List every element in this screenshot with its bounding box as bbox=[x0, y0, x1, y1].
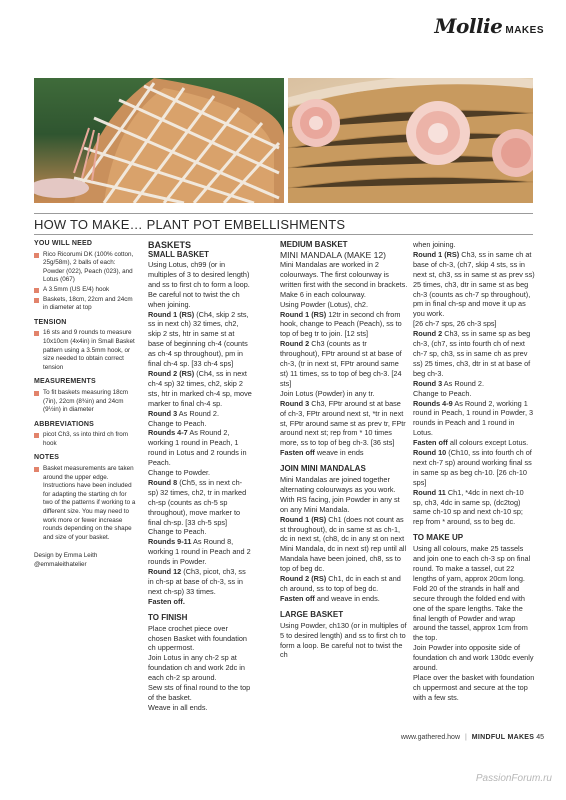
list-item: Baskets, 18cm, 22cm and 24cm in diameter at top bbox=[34, 296, 138, 313]
medium-basket-heading: MEDIUM BASKET bbox=[280, 240, 348, 249]
list-item: To fit baskets measuring 18cm (7in), 22cm (8¾in) and 24cm (9½in) in diameter bbox=[34, 389, 138, 415]
measurements-list bbox=[34, 389, 138, 415]
title-rule-top bbox=[34, 213, 533, 214]
pattern-round: Round 8 (Ch5, ss in next ch-sp) 32 times, ch2, tr in marked ch-sp (counts as ch-5 sp throughout), move marker to final ch-sp. [33 ch-5 sps] bbox=[148, 477, 247, 527]
footer-url: www.gathered.how bbox=[400, 734, 461, 741]
pattern-round: Round 2 (RS) (Ch4, ss in next ch-4 sp) 32 times, ch2, skip 2 sts, htr in marked ch-4 sp, move marker to final ch-4 sp. bbox=[148, 368, 252, 408]
small-basket-intro: Using Lotus, ch99 (or in multiples of 3 to desired length) and ss to first ch to form a loop. Be careful not to twist the ch when joining. bbox=[148, 260, 250, 309]
page-footer bbox=[401, 734, 544, 741]
list-item: picot Ch3, ss into third ch from hook bbox=[34, 431, 138, 448]
footer-magazine: MINDFUL MAKES bbox=[471, 734, 535, 741]
pattern-round: Round 1 (RS) Ch1 (does not count as st throughout), dc in same st as ch-1, dc in next st, (ch8, dc in any st on next Mini Mandala, dc in next st) rep until all Mandala have been joined, ch8, ss to top of beg dc. bbox=[280, 514, 407, 574]
you-will-need-list bbox=[34, 251, 138, 313]
pattern-round: Fasten off all colours except Lotus. bbox=[413, 438, 529, 448]
small-basket-heading: SMALL BASKET bbox=[148, 250, 209, 259]
pattern-round: Round 11 Ch1, *4dc in next ch-10 sp, ch3, 4dc in same sp, (dc2tog) same ch-10 sp and next ch-10 sp; rep from * around, ss to beg dc. bbox=[413, 487, 524, 527]
to-make-up-heading: TO MAKE UP bbox=[413, 533, 464, 543]
notes-list bbox=[34, 465, 138, 542]
tension-list bbox=[34, 329, 138, 372]
page-title: HOW TO MAKE… PLANT POT EMBELLISHMENTS bbox=[34, 217, 346, 232]
pattern-round: Round 2 Ch3, ss in same sp as beg ch-3, (ch7, ss into fourth ch of next ch-7 sp, ch3, ss in same ch as prev ss) 25 times, ch3, dtr in st at base of beg ch-3. bbox=[413, 329, 531, 378]
pattern-round: Round 1 (RS) 12tr in second ch from hook, change to Peach (Peach), ss to top of beg tr to join. [12 sts] bbox=[280, 309, 402, 339]
watermark: PassionForum.ru bbox=[475, 773, 552, 784]
pattern-round: Rounds 4-9 As Round 2, working 1 round in Peach, 1 round in Powder, 3 rounds in Peach and 1 round in Lotus. bbox=[413, 398, 534, 438]
title-rule-bottom bbox=[34, 234, 533, 235]
pattern-round: Round 12 (Ch3, picot, ch3, ss in ch-sp at base of ch-3, ss in next ch-sp) 33 times. bbox=[148, 567, 246, 596]
pattern-round: Round 3 As Round 2. bbox=[413, 378, 484, 388]
sidebar-column bbox=[34, 240, 138, 570]
finish-text: Place crochet piece over chosen Basket with foundation ch uppermost. bbox=[148, 623, 247, 653]
masthead bbox=[434, 14, 544, 38]
pattern-round: Round 10 (Ch10, ss into fourth ch of next ch-7 sp) around working final ss in same sp as beg ch-10. [26 ch-10 sps] bbox=[413, 448, 532, 487]
finish-text: Join Lotus in any ch-2 sp at foundation ch and work 2dc in each ch-2 sp around. bbox=[148, 653, 245, 683]
pattern-round: Join Lotus (Powder) in any tr. bbox=[280, 388, 375, 398]
pattern-round: Fasten off weave in ends bbox=[280, 448, 364, 458]
photo-woven-net-basket bbox=[34, 78, 284, 203]
pattern-round: when joining. bbox=[413, 240, 456, 249]
abbreviations-heading: ABBREVIATIONS bbox=[34, 420, 95, 428]
large-basket-intro: Using Powder, ch130 (or in multiples of 5 to desired length) and ss to first ch to form a loop. Be careful not to twist the ch bbox=[280, 620, 407, 660]
abbreviations-list bbox=[34, 431, 138, 448]
pattern-round: Change to Peach. bbox=[148, 418, 207, 428]
pattern-round: Fasten off and weave in ends. bbox=[280, 593, 380, 603]
designer-credit bbox=[34, 552, 138, 569]
make-up-text: Place over the basket with foundation ch uppermost and secure at the top with a few sts. bbox=[413, 672, 535, 702]
baskets-heading: BASKETS bbox=[148, 240, 192, 250]
pattern-round: Change to Peach. bbox=[413, 388, 472, 398]
small-basket-column bbox=[148, 240, 252, 713]
pattern-round: With RS facing, join Powder in any st on any Mini Mandala. bbox=[280, 494, 400, 514]
page-number: 45 bbox=[536, 734, 544, 741]
mini-mandala-heading: MINI MANDALA (MAKE 12) bbox=[280, 250, 387, 260]
finish-text: Sew sts of final round to the top of the basket. bbox=[148, 683, 251, 702]
you-will-need-heading: YOU WILL NEED bbox=[34, 240, 93, 247]
notes-heading: NOTES bbox=[34, 454, 60, 462]
mini-mandala-intro: Mini Mandalas are worked in 2 colourways. The first colourway is written first with the second in brackets. Make 6 in each colourway. bbox=[280, 260, 408, 299]
to-finish-heading: TO FINISH bbox=[148, 612, 188, 622]
pattern-round: Round 3 Ch3, FPtr around st at base of ch-3, FPtr around next st, *tr in next st, FPtr around same st as prev tr, FPtr around next st; rep from * 10 times more, ss to top of beg ch-3. [36 sts] bbox=[280, 398, 406, 448]
pattern-round: Rounds 4-7 As Round 2, working 1 round in Peach, 1 round in Lotus and 2 rounds in Peach. bbox=[148, 428, 247, 468]
pattern-round: Change to Powder. bbox=[148, 468, 211, 478]
list-item: 16 sts and 9 rounds to measure 10x10cm (4x4in) in Small Basket pattern using a 3.5mm hook, or size needed to obtain correct tension bbox=[34, 329, 138, 372]
pattern-round: Round 1 (RS) (Ch4, skip 2 sts, ss in next ch) 32 times, ch2, skip 2 sts, htr in same st at base of beginning ch-4 (counts as ch-4 sp throughout), pm in final ch-4 sp. [33 ch-4 sps] bbox=[148, 309, 249, 369]
pattern-round: Round 1 (RS) Ch3, ss in same ch at base of ch-3, (ch7, skip 4 sts, ss in next st, ch3, ss in same st as prev ss) 25 times, ch3, dtr in same st as beg ch-3 (counts as ch-7 sp throughout), pm in final ch-sp and move it up as you work. bbox=[413, 249, 535, 319]
pattern-round: Fasten off. bbox=[148, 596, 185, 606]
pattern-round: Round 3 As Round 2. bbox=[148, 408, 219, 418]
large-basket-heading: LARGE BASKET bbox=[280, 609, 344, 619]
finish-text: Weave in all ends. bbox=[148, 702, 208, 712]
credit-name: Design by Emma Leith bbox=[34, 552, 98, 560]
pattern-round: Change to Peach. bbox=[148, 527, 207, 537]
pattern-round: Round 2 (RS) Ch1, dc in each st and ch around, ss to top of beg dc. bbox=[280, 574, 401, 593]
footer-separator: | bbox=[464, 734, 467, 741]
pattern-round: [26 ch-7 sps, 26 ch-3 sps] bbox=[413, 319, 497, 329]
join-mini-mandalas-heading: JOIN MINI MANDALAS bbox=[280, 464, 366, 474]
net-basket-illustration bbox=[34, 78, 284, 203]
make-up-text: Join Powder into opposite side of foundation ch and work 130dc evenly around. bbox=[413, 643, 534, 673]
measurements-heading: MEASUREMENTS bbox=[34, 378, 96, 386]
credit-handle: @emmaleithatelier bbox=[34, 561, 87, 568]
list-item: Rico Ricorumi DK (100% cotton, 25g/58m), 2 balls of each: Powder (022), Peach (023), and Lotus (067) bbox=[34, 251, 138, 285]
masthead-logo: Mollie bbox=[434, 14, 503, 38]
list-item: Basket measurements are taken around the upper edge. Instructions have been included for adapting the starting ch for two of the patterns if working to a different size. You may need to work more or fewer increase rounds depending on the shape and size of your basket. bbox=[34, 465, 138, 542]
pattern-round: Using Powder (Lotus), ch2. bbox=[280, 299, 369, 309]
large-basket-column bbox=[413, 240, 535, 703]
photo-mandala-basket bbox=[288, 78, 533, 203]
tension-heading: TENSION bbox=[34, 318, 67, 326]
mandala-basket-illustration bbox=[288, 78, 533, 203]
medium-basket-column bbox=[280, 240, 408, 660]
make-up-text: Using all colours, make 25 tassels and join one to each ch-3 sp on final round. To make a tassel, cut 22 lengths of yarn, approx 20cm long. Fold 20 of the strands in half and secure through the folded end with one of the spare lengths. Take the final length of Powder and wrap around the tassel, approx 1cm from the top. bbox=[413, 544, 531, 643]
pattern-round: Rounds 9-11 As Round 8, working 1 round in Peach and 2 rounds in Powder. bbox=[148, 537, 251, 567]
pattern-round: Round 2 Ch3 (counts as tr throughout), FPtr around st at base of ch-3, (tr in next st, FPtr around same st) 11 times, ss to top of beg ch-3. [24 sts] bbox=[280, 339, 402, 388]
pattern-round: Mini Mandalas are joined together alternating colourways as you work. bbox=[280, 475, 396, 494]
masthead-word: MAKES bbox=[505, 25, 544, 36]
list-item: A 3.5mm (US E/4) hook bbox=[34, 286, 138, 295]
